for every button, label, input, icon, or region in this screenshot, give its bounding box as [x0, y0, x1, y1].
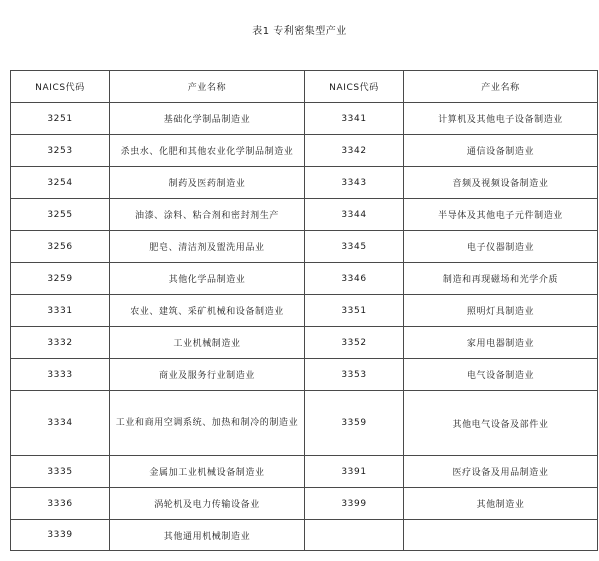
- industry-name-left: 油漆、涂料、粘合剂和密封剂生产: [110, 199, 305, 231]
- table-row: [11, 327, 598, 359]
- table-header-row: [11, 71, 598, 103]
- industry-name-right: 家用电器制造业: [404, 327, 598, 359]
- naics-code-left: 3331: [11, 295, 110, 327]
- naics-code-left: 3259: [11, 263, 110, 295]
- industry-name-right: 电子仪器制造业: [404, 231, 598, 263]
- table-row: [11, 199, 598, 231]
- industry-name-left: 农业、建筑、采矿机械和设备制造业: [110, 295, 305, 327]
- naics-code-left: 3335: [11, 456, 110, 488]
- industry-name-left: 工业机械制造业: [110, 327, 305, 359]
- naics-code-left: 3253: [11, 135, 110, 167]
- table-caption: 表1 专利密集型产业: [252, 26, 347, 37]
- table-row: [11, 488, 598, 520]
- naics-code-right: 3344: [305, 199, 404, 231]
- header-naics-code-right: NAICS代码: [305, 71, 404, 103]
- industry-name-right: 半导体及其他电子元件制造业: [404, 199, 598, 231]
- naics-code-left: 3332: [11, 327, 110, 359]
- naics-code-left: 3339: [11, 520, 110, 551]
- header-industry-name-left: 产业名称: [110, 71, 305, 103]
- industry-name-left: 肥皂、清洁剂及盥洗用品业: [110, 231, 305, 263]
- industry-name-right: 音频及视频设备制造业: [404, 167, 598, 199]
- industry-name-right: 通信设备制造业: [404, 135, 598, 167]
- naics-code-left: 3255: [11, 199, 110, 231]
- header-industry-name-right: 产业名称: [404, 71, 598, 103]
- table-row: [11, 456, 598, 488]
- industry-name-left: 杀虫水、化肥和其他农业化学制品制造业: [110, 135, 305, 167]
- naics-code-right: 3345: [305, 231, 404, 263]
- industry-name-left: 其他化学品制造业: [110, 263, 305, 295]
- naics-code-right: 3359: [305, 391, 404, 456]
- table-row: [11, 391, 598, 456]
- table-row: [11, 263, 598, 295]
- industry-name-left: 工业和商用空调系统、加热和制冷的制造业: [110, 391, 305, 456]
- naics-code-right: 3342: [305, 135, 404, 167]
- naics-code-right: 3391: [305, 456, 404, 488]
- industry-name-right: 医疗设备及用品制造业: [404, 456, 598, 488]
- naics-code-left: 3254: [11, 167, 110, 199]
- naics-code-right: 3341: [305, 103, 404, 135]
- industry-name-left: 商业及服务行业制造业: [110, 359, 305, 391]
- naics-code-right: 3346: [305, 263, 404, 295]
- table-row: [11, 231, 598, 263]
- naics-code-left: 3256: [11, 231, 110, 263]
- table-row: [11, 167, 598, 199]
- industry-name-left: 制药及医药制造业: [110, 167, 305, 199]
- table-row: [11, 135, 598, 167]
- naics-code-right: [305, 520, 404, 551]
- naics-code-right: 3343: [305, 167, 404, 199]
- industry-name-right: 照明灯具制造业: [404, 295, 598, 327]
- table-row: [11, 103, 598, 135]
- industry-name-right: 制造和再现磁场和光学介质: [404, 263, 598, 295]
- naics-code-right: 3352: [305, 327, 404, 359]
- industry-name-left: 基础化学制品制造业: [110, 103, 305, 135]
- table-row: [11, 359, 598, 391]
- industry-name-right: 电气设备制造业: [404, 359, 598, 391]
- naics-code-right: 3351: [305, 295, 404, 327]
- industry-name-right: 其他电气设备及部件业: [404, 391, 598, 456]
- industry-name-left: 涡轮机及电力传输设备业: [110, 488, 305, 520]
- naics-code-right: 3399: [305, 488, 404, 520]
- table-row: [11, 520, 598, 551]
- naics-code-right: 3353: [305, 359, 404, 391]
- naics-code-left: 3336: [11, 488, 110, 520]
- header-naics-code-left: NAICS代码: [11, 71, 110, 103]
- industry-name-right: 其他制造业: [404, 488, 598, 520]
- naics-code-left: 3334: [11, 391, 110, 456]
- industry-name-left: 其他通用机械制造业: [110, 520, 305, 551]
- naics-code-left: 3251: [11, 103, 110, 135]
- naics-code-left: 3333: [11, 359, 110, 391]
- naics-industry-table: [10, 70, 598, 551]
- industry-name-right: 计算机及其他电子设备制造业: [404, 103, 598, 135]
- industry-name-left: 金属加工业机械设备制造业: [110, 456, 305, 488]
- industry-name-right: [404, 520, 598, 551]
- table-row: [11, 295, 598, 327]
